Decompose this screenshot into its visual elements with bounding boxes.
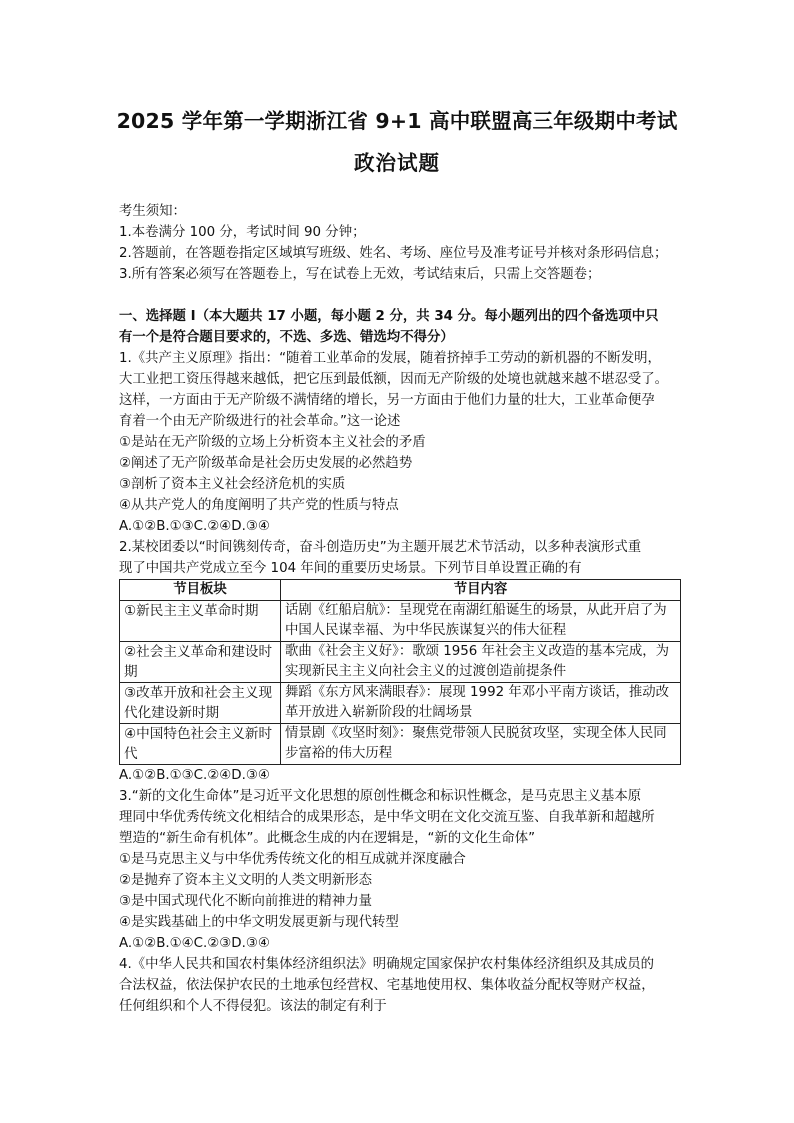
q2-stem: 现了中国共产党成立至今 104 年间的重要历史场景。下列节目单设置正确的有 — [119, 561, 582, 576]
table-header: 节目板块 — [120, 580, 281, 601]
exam-title: 2025 学年第一学期浙江省 9+1 高中联盟高三年级期中考试 — [116, 109, 678, 133]
table-row — [120, 724, 681, 765]
q2-stem: 2.某校团委以“时间镌刻传奇，奋斗创造历史”为主题开展艺术节活动，以多种表演形式重 — [119, 540, 642, 555]
exam-body — [119, 201, 681, 1017]
table-row — [120, 642, 681, 683]
exam-subtitle: 政治试题 — [354, 151, 440, 175]
q1-answers: A.①②B.①③C.②④D.③④ — [119, 519, 270, 534]
notice-item: 1.本卷满分 100 分，考试时间 90 分钟； — [119, 225, 366, 240]
table-cell-section: ①新民主主义革命时期 — [120, 601, 281, 642]
q3-option: ①是马克思主义与中华优秀传统文化的相互成就并深度融合 — [119, 852, 466, 867]
q1-option: ①是站在无产阶级的立场上分析资本主义社会的矛盾 — [119, 435, 426, 450]
q4-stem: 任何组织和个人不得侵犯。该法的制定有利于 — [119, 999, 387, 1014]
table-cell-section: ④中国特色社会主义新时代 — [120, 724, 281, 765]
program-table — [119, 579, 681, 765]
q1-stem: 育着一个由无产阶级进行的社会革命。”这一论述 — [119, 414, 401, 429]
q1-option: ④从共产党人的角度阐明了共产党的性质与特点 — [119, 498, 399, 513]
q2-answers: A.①②B.①③C.②④D.③④ — [119, 768, 270, 783]
section-heading: 一、选择题 I（本大题共 17 小题，每小题 2 分，共 34 分。每小题列出的四个备选项中只 — [119, 309, 659, 324]
table-row — [120, 601, 681, 642]
notice-item: 3.所有答案必须写在答题卷上，写在试卷上无效，考试结束后，只需上交答题卷； — [119, 267, 601, 282]
table-header: 节目内容 — [281, 580, 681, 601]
q3-option: ③是中国式现代化不断向前推进的精神力量 — [119, 894, 373, 909]
q4-stem: 合法权益，依法保护农民的土地承包经营权、宅基地使用权、集体收益分配权等财产权益， — [119, 978, 655, 993]
table-cell-content: 情景剧《攻坚时刻》：聚焦党带领人民脱贫攻坚，实现全体人民同步富裕的伟大历程 — [281, 724, 681, 765]
section-heading-cont: 有一个是符合题目要求的，不选、多选、错选均不得分） — [119, 330, 454, 345]
q1-stem: 大工业把工资压得越来越低，把它压到最低额，因而无产阶级的处境也就越来越不堪忍受了。 — [119, 372, 669, 387]
q3-stem: 3.“新的文化生命体”是习近平文化思想的原创性概念和标识性概念，是马克思主义基本原 — [119, 789, 642, 804]
notice-item: 2.答题前，在答题卷指定区域填写班级、姓名、考场、座位号及准考证号并核对条形码信息； — [119, 246, 668, 261]
table-header-row — [120, 580, 681, 601]
q3-stem: 塑造的“新生命有机体”。此概念生成的内在逻辑是，“新的文化生命体” — [119, 831, 536, 846]
table-cell-section: ③改革开放和社会主义现代化建设新时期 — [120, 683, 281, 724]
q1-stem: 这样，一方面由于无产阶级不满情绪的增长，另一方面由于他们力量的壮大，工业革命便孕 — [119, 393, 655, 408]
q3-answers: A.①②B.①④C.②③D.③④ — [119, 936, 270, 951]
table-cell-content: 歌曲《社会主义好》：歌颂 1956 年社会主义改造的基本完成，为实现新民主主义向社会主义的过渡创造前提条件 — [281, 642, 681, 683]
q1-stem: 1.《共产主义原理》指出：“随着工业革命的发展，随着挤掉手工劳动的新机器的不断发明， — [119, 351, 661, 366]
table-cell-content: 话剧《红船启航》：呈现党在南湖红船诞生的场景，从此开启了为中国人民谋幸福、为中华民族谋复兴的伟大征程 — [281, 601, 681, 642]
q1-option: ③剖析了资本主义社会经济危机的实质 — [119, 477, 346, 492]
q3-stem: 理同中华优秀传统文化相结合的成果形态，是中华文明在文化交流互鉴、自我革新和超越所 — [119, 810, 655, 825]
q4-stem: 4.《中华人民共和国农村集体经济组织法》明确规定国家保护农村集体经济组织及其成员的 — [119, 957, 655, 972]
table-cell-section: ②社会主义革命和建设时期 — [120, 642, 281, 683]
q1-option: ②阐述了无产阶级革命是社会历史发展的必然趋势 — [119, 456, 413, 471]
q3-option: ②是抛弃了资本主义文明的人类文明新形态 — [119, 873, 373, 888]
q3-option: ④是实践基础上的中华文明发展更新与现代转型 — [119, 915, 399, 930]
notice-heading: 考生须知： — [119, 204, 186, 219]
table-row — [120, 683, 681, 724]
spacer — [119, 285, 681, 306]
table-cell-content: 舞蹈《东方风来满眼春》：展现 1992 年邓小平南方谈话，推动改革开放进入崭新阶段的壮阔场景 — [281, 683, 681, 724]
